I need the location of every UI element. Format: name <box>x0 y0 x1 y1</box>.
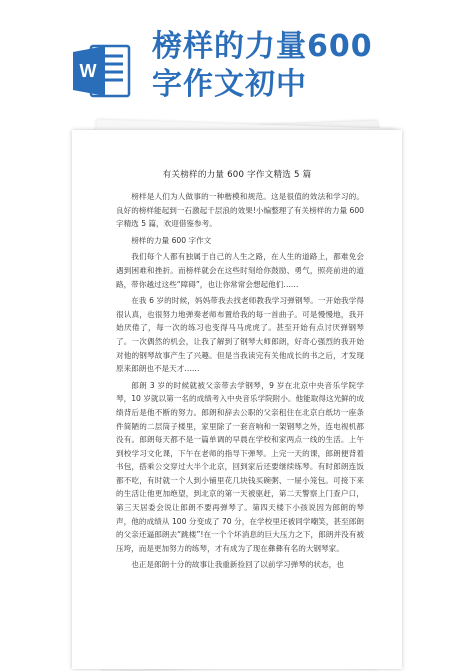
paragraph: 我们每个人都有独属于自己的人生之路，在人生的道路上，都难免会遇到困难和挫折。而榜样就会在这些时刻给你鼓励、勇气，照亮前进的道路，带你越过这些“障碍”，也让你常常会想起他们…… <box>116 252 364 289</box>
paragraph-subheading: 榜样的力量 600 字作文 <box>131 235 212 245</box>
banner-title <box>152 28 462 104</box>
document-title: 有关榜样的力量 600 字作文精选 5 篇 <box>162 170 312 180</box>
document-page <box>72 130 402 669</box>
word-document-icon <box>71 40 133 102</box>
banner <box>0 0 474 118</box>
paragraph: 也正是郎朗十分的故事让我重新捡回了以前学习弹琴的状态，也 <box>131 560 344 570</box>
banner-title-line1: 榜样的力量600 <box>152 29 373 64</box>
document-body <box>72 190 402 572</box>
paragraph: 郎朗 3 岁的时候就被父亲带去学钢琴，9 岁在北京中央音乐学院学琴，10 岁就以第一名的成绩考入中央音乐学院附小。他能取得这光鲜的成绩背后是他不断的努力。郎朗和辞去公职的父亲租住在北京白纸坊一座条件简陋的二层筒子楼里，家里除了一套音响和一架钢琴之外，连电视机都没有。郎朗每天都不是一篇单调的早晨在学校和家两点一线的生活。上午到校学习文化课，下午在老师的指导下弹琴。上完一天的课，郎朗便背着书包，搭乘公交穿过大半个北京，回到家后还要继续练琴。有时郎朗连饭都不吃，有时就一个人到小铺里花几块钱买碗粥、一屉小笼包。可接下来的生活让他更加绝望，到北京的第一天被驱赶，第二天警察上门查户口，第三天居委会说让郎朗不要再弹琴了。第四天楼下小孩说因为郎朗的琴声，他的成绩从 100 分变成了 70 分，在学校里还被同学嘲笑，甚至郎朗的父亲还逼郎朗去“跳楼”!在一个个坏消息的巨大压力之下，郎朗并没有被压垮，而是更加努力的练琴，才有成为了现在彝彝有名的大钢琴家。 <box>116 380 364 553</box>
paragraph-intro: 榜样是人们为人做事的一种楷模和规范。这是很值的效法和学习的。良好的榜样能起到一石激起千层浪的效果!小编整理了有关榜样的力量 600 字精选 5 篇，欢迎借鉴参考。 <box>116 192 364 229</box>
paragraph: 在我 6 岁的时候，妈妈带我去找老师教我学习弹钢琴。一开始我学得很认真，也很努力地弹奏老师布置给我的每一首曲子。可是慢慢地，我开始厌倦了，每一次的练习也变得马马虎虎了。甚至开始有点讨厌弹钢琴了。一次偶然的机会，让我了解到了钢琴大师郎朗，好奇心强烈的我开始对他的钢琴故事产生了兴趣。但是当我读完有关他成长的书之后，才发现原来郎朗也不是天才…… <box>116 296 364 374</box>
banner-title-line2: 字作文初中 <box>152 67 307 102</box>
svg-text:W: W <box>79 61 97 81</box>
